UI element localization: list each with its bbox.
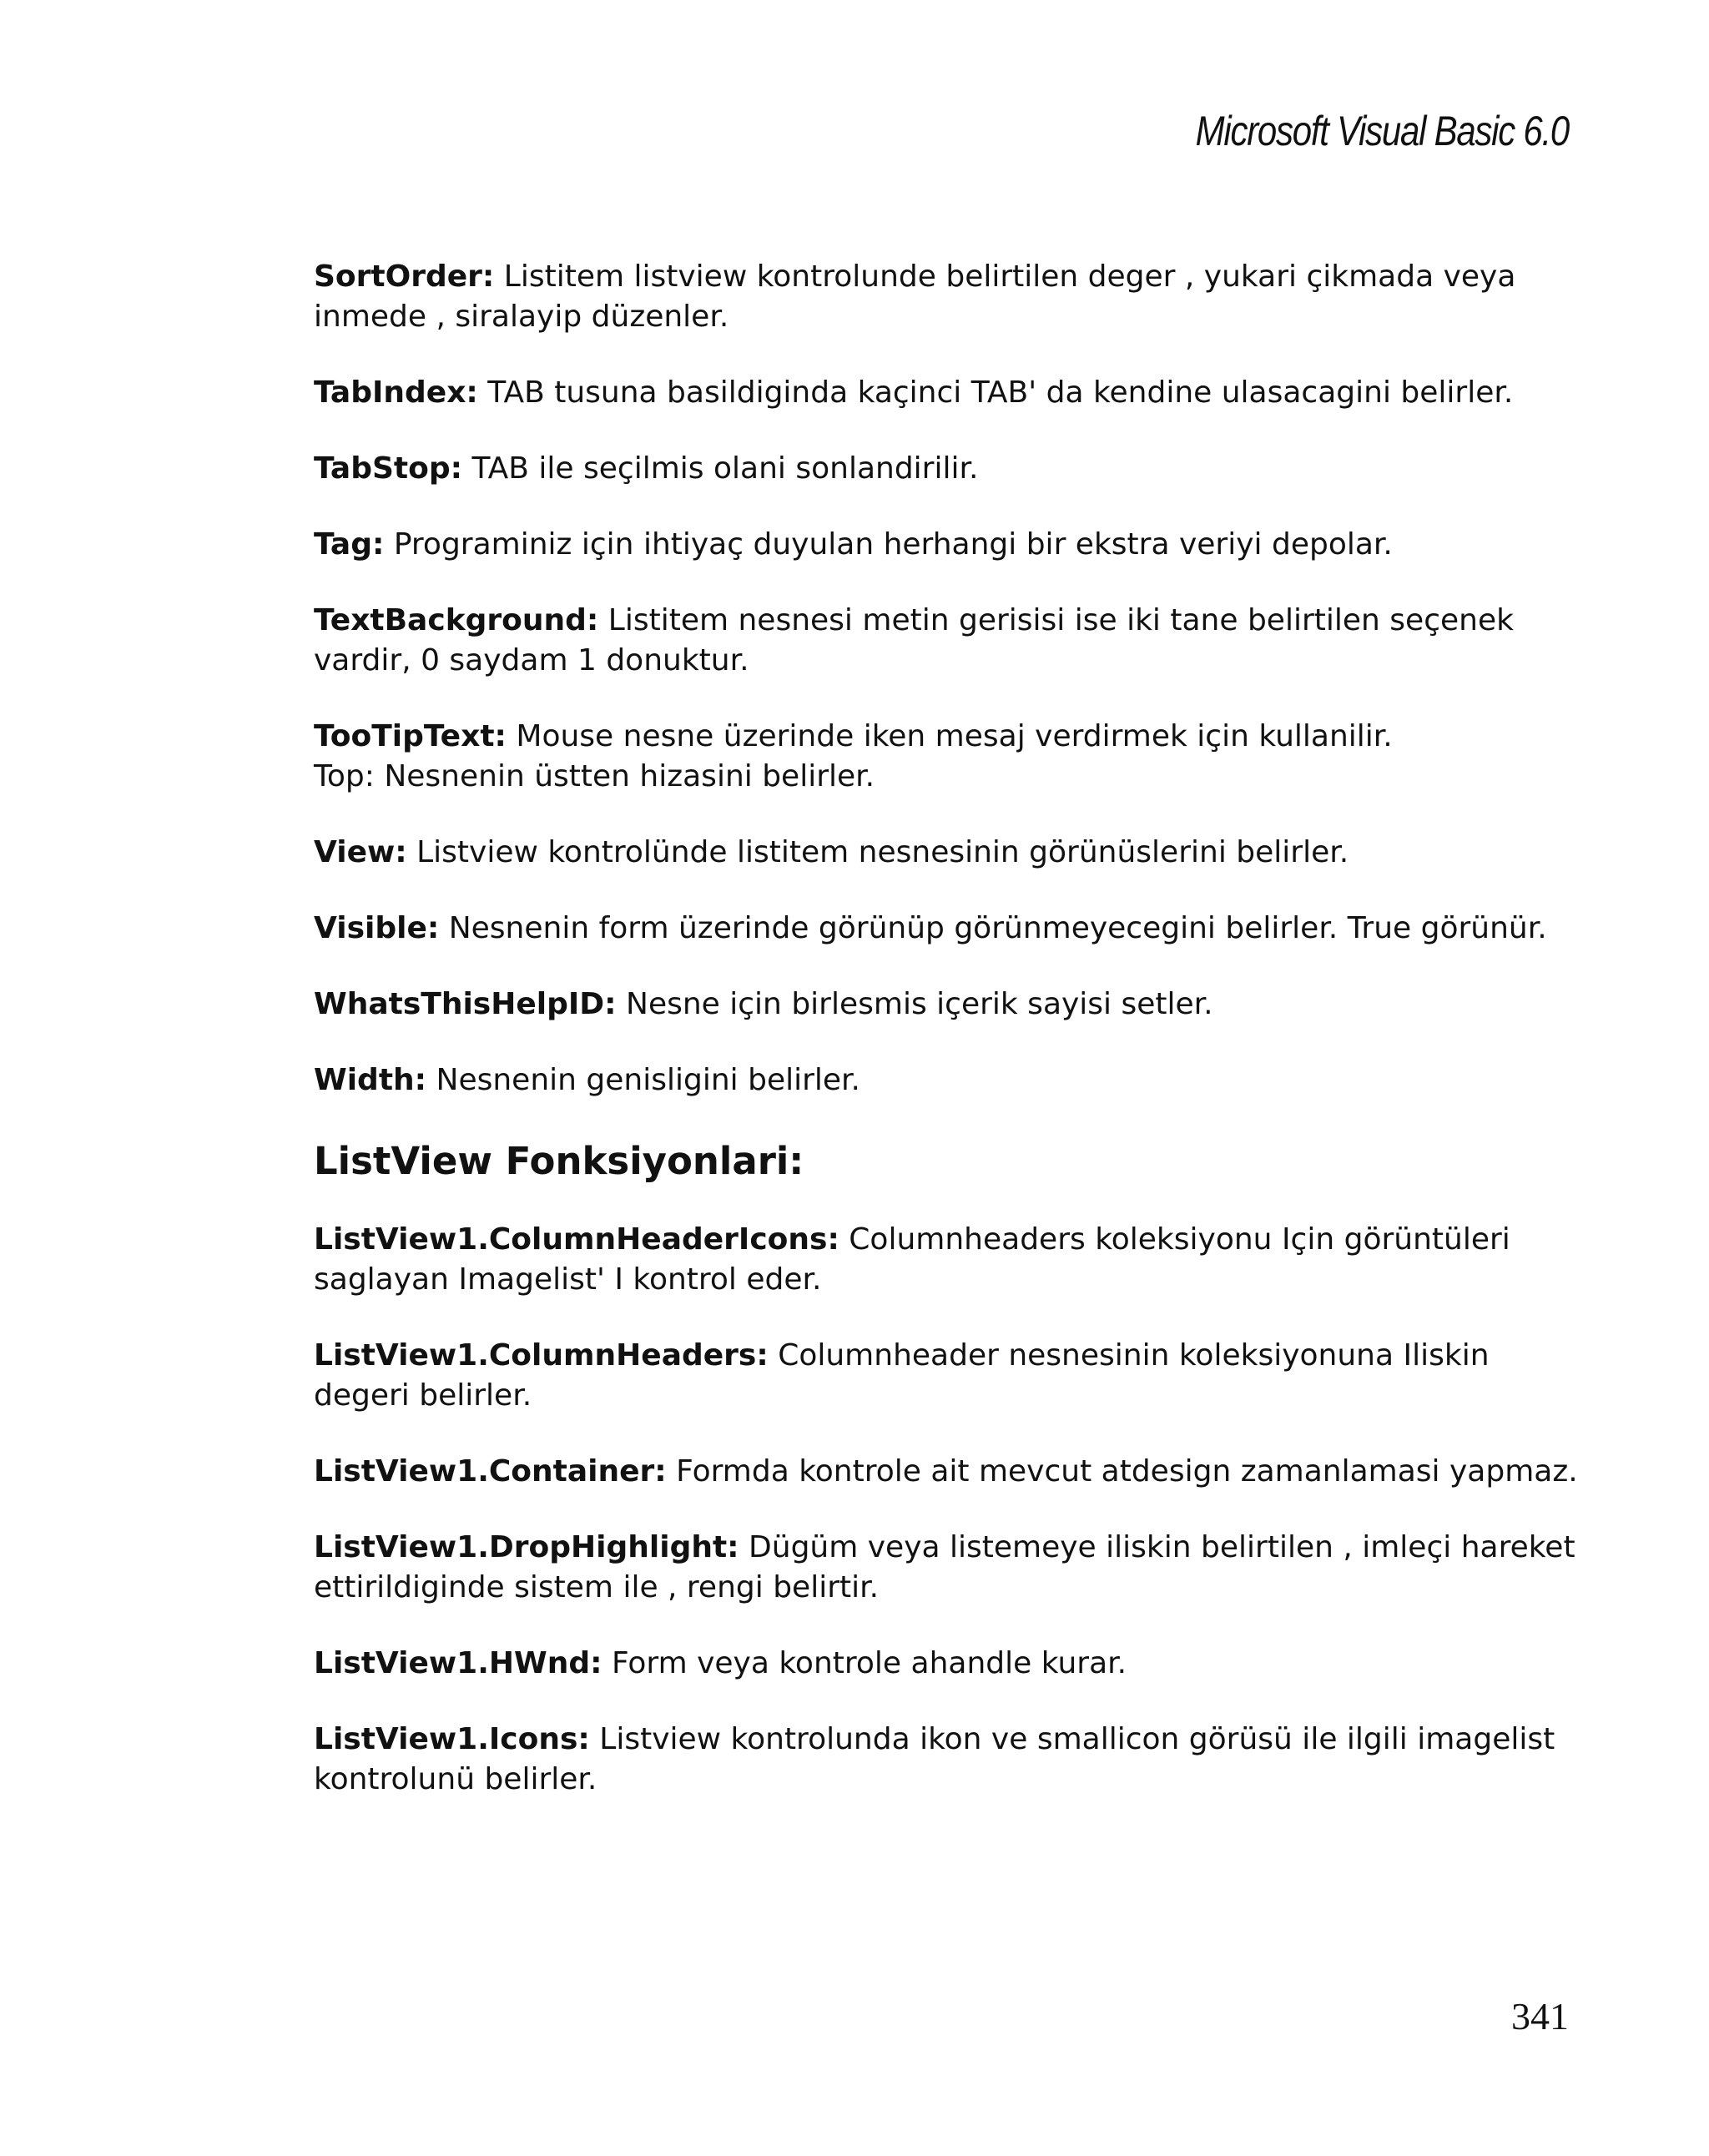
entry-hwnd <box>314 1644 1582 1684</box>
definition: Listitem listview kontrolunde belirtilen deger , yukari çikmada veya inmede , siralayip düzenler. <box>314 259 1516 334</box>
entry-whatsthishelpid <box>314 985 1582 1025</box>
entry-columnheaders <box>314 1336 1582 1416</box>
term: TextBackground: <box>314 603 599 637</box>
definition: Nesnenin genisligini belirler. <box>436 1063 860 1097</box>
term: ListView1.HWnd: <box>314 1646 602 1680</box>
definition: Listitem nesnesi metin gerisisi ise iki tane belirtilen seçenek vardir, 0 saydam 1 donuktur. <box>314 603 1514 678</box>
definition: Nesnenin form üzerinde görünüp görünmeyecegini belirler. True görünür. <box>448 911 1547 945</box>
definition: Columnheader nesnesinin koleksiyonuna Iliskin degeri belirler. <box>314 1338 1490 1413</box>
term: Visible: <box>314 911 440 945</box>
entry-sortorder <box>314 257 1582 337</box>
term: ListView1.Container: <box>314 1454 667 1489</box>
definition: Nesne için birlesmis içerik sayisi setler. <box>626 987 1213 1021</box>
entry-tabindex <box>314 373 1582 413</box>
entry-container <box>314 1452 1582 1492</box>
term: WhatsThisHelpID: <box>314 987 617 1021</box>
term: SortOrder: <box>314 259 495 294</box>
definition: Listview kontrolünde listitem nesnesinin görünüslerini belirler. <box>416 835 1349 869</box>
entry-tooltiptext <box>314 717 1582 797</box>
definition: Form veya kontrole ahandle kurar. <box>611 1646 1127 1680</box>
term: TooTipText: <box>314 719 507 753</box>
definition: Mouse nesne üzerinde iken mesaj verdirmek için kullanilir. <box>516 719 1393 753</box>
entry-textbackground <box>314 601 1582 681</box>
term: TabIndex: <box>314 375 478 410</box>
definition: Programiniz için ihtiyaç duyulan herhangi bir ekstra veriyi depolar. <box>393 527 1393 562</box>
definition: TAB ile seçilmis olani sonlandirilir. <box>471 451 979 486</box>
definition-extra: Top: Nesnenin üstten hizasini belirler. <box>314 759 875 793</box>
definition: TAB tusuna basildiginda kaçinci TAB' da kendine ulasacagini belirler. <box>487 375 1514 410</box>
definition: Formda kontrole ait mevcut atdesign zamanlamasi yapmaz. <box>676 1454 1578 1489</box>
entry-columnheadericons <box>314 1220 1582 1300</box>
entry-tabstop <box>314 449 1582 489</box>
term: View: <box>314 835 407 869</box>
running-header: Microsoft Visual Basic 6.0 <box>1195 108 1569 154</box>
entry-icons <box>314 1720 1582 1800</box>
term: Tag: <box>314 527 385 562</box>
page-number: 341 <box>1511 1995 1569 2038</box>
definition: Dügüm veya listemeye iliskin belirtilen , imleçi hareket ettirildiginde sistem ile , rengi belirtir. <box>314 1530 1575 1604</box>
entry-width <box>314 1060 1582 1101</box>
entry-drophighlight <box>314 1528 1582 1608</box>
page-body <box>314 257 1582 1836</box>
definition: Listview kontrolunda ikon ve smallicon görüsü ile ilgili imagelist kontrolunü belirler. <box>314 1722 1555 1796</box>
entry-view <box>314 833 1582 873</box>
entry-visible <box>314 909 1582 949</box>
term: ListView1.ColumnHeaders: <box>314 1338 769 1373</box>
entry-tag <box>314 525 1582 565</box>
section-heading: ListView Fonksiyonlari: <box>314 1139 804 1183</box>
term: ListView1.DropHighlight: <box>314 1530 739 1564</box>
term: TabStop: <box>314 451 463 486</box>
definition: Columnheaders koleksiyonu Için görüntüleri saglayan Imagelist' I kontrol eder. <box>314 1222 1510 1297</box>
term: ListView1.Icons: <box>314 1722 590 1756</box>
term: ListView1.ColumnHeaderIcons: <box>314 1222 839 1257</box>
term: Width: <box>314 1063 427 1097</box>
